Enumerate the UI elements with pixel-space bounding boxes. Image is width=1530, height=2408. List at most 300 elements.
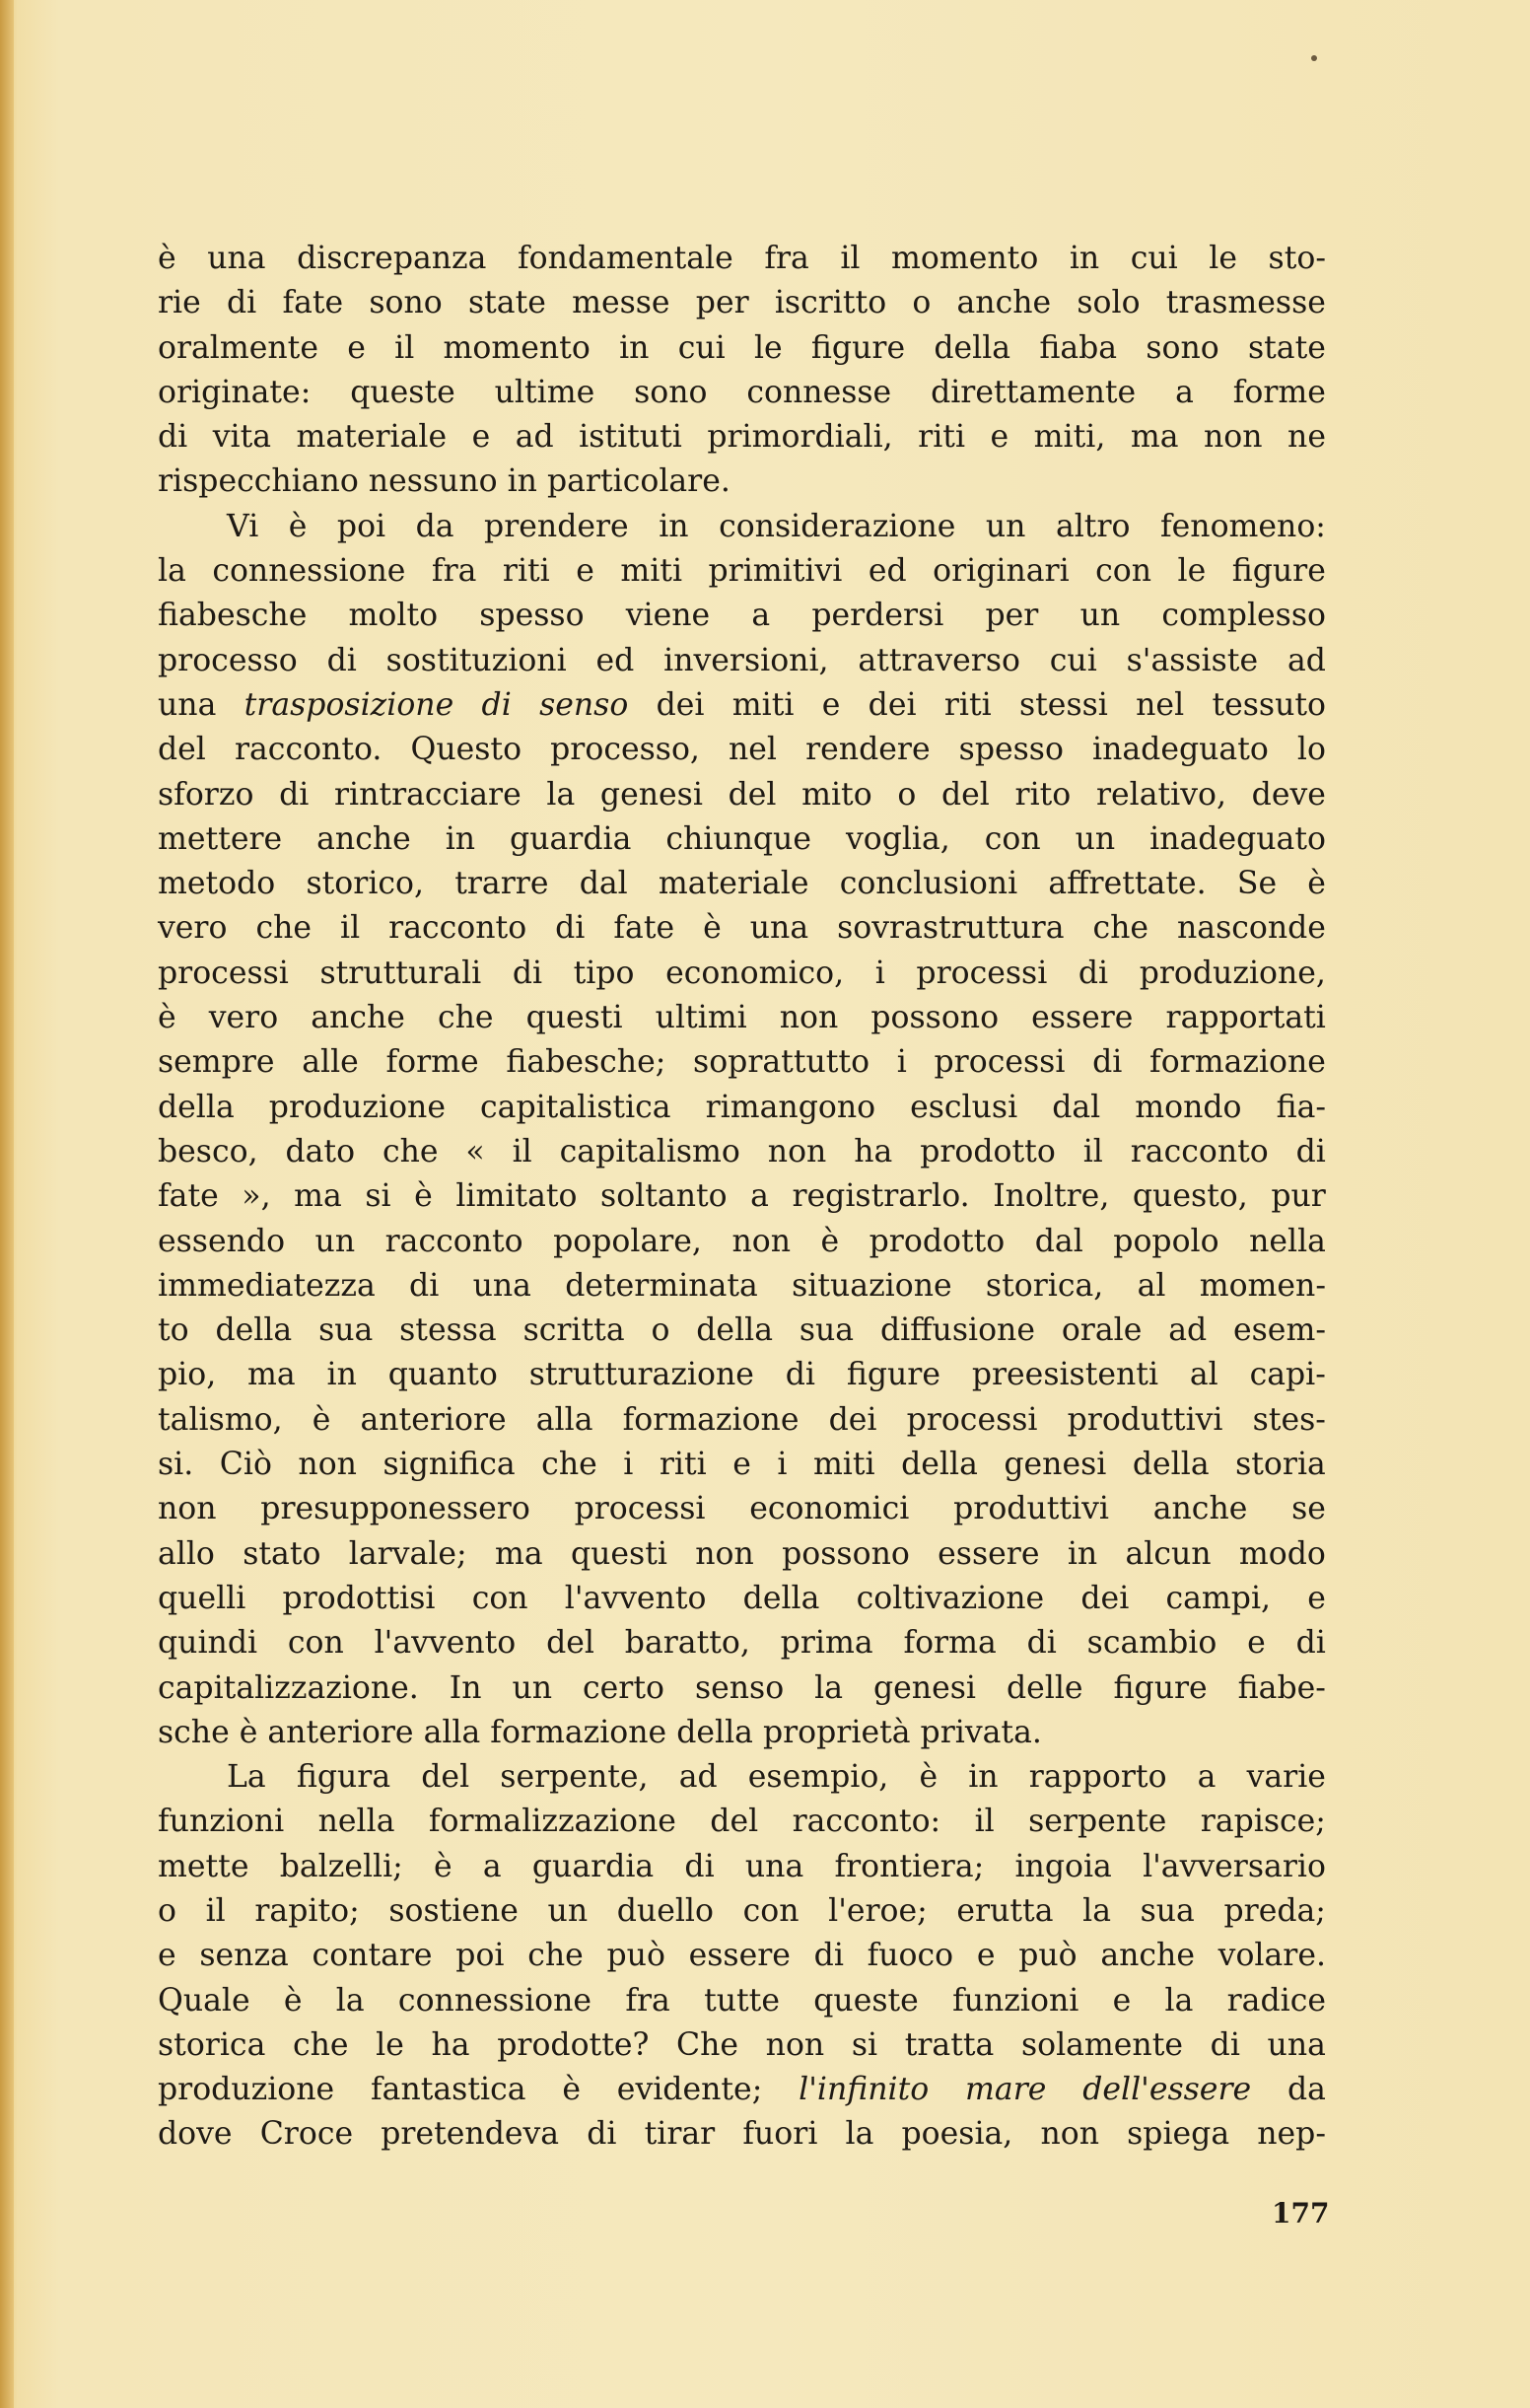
word: possono bbox=[870, 1000, 1000, 1036]
word: con bbox=[1095, 553, 1152, 590]
word: formalizzazione bbox=[428, 1804, 676, 1840]
text-line bbox=[158, 2112, 1326, 2157]
word: capi- bbox=[1249, 1357, 1326, 1393]
word: quanto bbox=[387, 1357, 498, 1393]
word: riti bbox=[502, 553, 550, 590]
word: fuori bbox=[742, 2116, 818, 2153]
text-line bbox=[158, 1220, 1326, 1264]
word: complesso bbox=[1161, 598, 1326, 634]
text-line bbox=[158, 281, 1326, 325]
word: produzione bbox=[268, 1089, 446, 1125]
word: limitato bbox=[455, 1178, 578, 1215]
text-line bbox=[158, 996, 1326, 1040]
text-line bbox=[158, 1443, 1326, 1487]
text-line bbox=[158, 460, 1326, 504]
word: sovrastruttura bbox=[837, 910, 1065, 947]
word: prodotto bbox=[869, 1223, 1006, 1259]
word: con bbox=[287, 1625, 344, 1662]
word: fiabesche; bbox=[506, 1044, 666, 1081]
word: guardia bbox=[510, 820, 632, 857]
word: Che bbox=[676, 2026, 739, 2063]
word: poi bbox=[455, 1938, 505, 1974]
word: Inoltre, bbox=[993, 1178, 1110, 1215]
word: ma bbox=[1130, 419, 1179, 456]
word: di bbox=[326, 642, 357, 678]
word: talismo, bbox=[158, 1401, 283, 1438]
word: sua bbox=[799, 1312, 855, 1349]
text-line bbox=[158, 1174, 1326, 1219]
word: e bbox=[1247, 1625, 1266, 1662]
word: è bbox=[414, 1178, 433, 1215]
word: e bbox=[347, 329, 366, 366]
word: a bbox=[1175, 374, 1194, 410]
word: situazione bbox=[792, 1267, 952, 1304]
word: racconto: bbox=[792, 1804, 941, 1840]
word: prima bbox=[780, 1625, 873, 1662]
text-line bbox=[158, 1666, 1326, 1711]
word: con bbox=[742, 1892, 800, 1929]
word: pretendeva bbox=[381, 2116, 560, 2153]
word: funzioni bbox=[158, 1804, 285, 1840]
word: miti bbox=[812, 1447, 875, 1483]
word: soprattutto bbox=[693, 1044, 870, 1081]
word: al bbox=[1189, 1357, 1218, 1393]
word: è bbox=[288, 508, 308, 544]
word: sua bbox=[318, 1312, 374, 1349]
word: certo bbox=[583, 1669, 664, 1706]
word: a bbox=[750, 1178, 769, 1215]
word: questi bbox=[570, 1535, 667, 1572]
word: che bbox=[527, 1938, 584, 1974]
word: queste bbox=[813, 1982, 919, 2018]
word: stessa bbox=[399, 1312, 497, 1349]
word: ad bbox=[1287, 642, 1326, 678]
word: o bbox=[158, 1892, 176, 1929]
word: coltivazione bbox=[856, 1580, 1045, 1616]
word: della bbox=[158, 1089, 235, 1125]
text-line bbox=[158, 1711, 1326, 1755]
word: sono bbox=[369, 285, 443, 321]
word: il bbox=[974, 1804, 995, 1840]
word: del bbox=[158, 732, 206, 768]
word: connessione bbox=[212, 553, 406, 590]
word: miti bbox=[620, 553, 683, 590]
body-text bbox=[158, 237, 1326, 2158]
word: di bbox=[1210, 2026, 1240, 2063]
word: fiabe- bbox=[1237, 1669, 1326, 1706]
word: una bbox=[207, 241, 266, 276]
word: cui bbox=[677, 329, 726, 366]
word: contare bbox=[312, 1938, 433, 1974]
word: di bbox=[512, 955, 543, 991]
word: ha bbox=[854, 1133, 893, 1169]
word: ma bbox=[294, 1178, 342, 1215]
word: tratta bbox=[904, 2026, 995, 2063]
word: miti, bbox=[1033, 419, 1106, 456]
word: è bbox=[158, 241, 176, 276]
word: e bbox=[471, 419, 491, 456]
word: momento bbox=[443, 329, 591, 366]
word: affrettate. bbox=[1048, 866, 1207, 902]
word: dei bbox=[868, 686, 917, 723]
word: una bbox=[749, 910, 809, 947]
word: presupponessero bbox=[260, 1491, 530, 1527]
word: fra bbox=[431, 553, 477, 590]
word: connesse bbox=[746, 374, 892, 410]
word: racconto bbox=[388, 910, 527, 947]
word: diffusione bbox=[879, 1312, 1035, 1349]
text-line bbox=[158, 1889, 1326, 1934]
word: non bbox=[1040, 2116, 1099, 2153]
word: fantastica bbox=[371, 2072, 526, 2108]
word: prodotte? bbox=[497, 2026, 650, 2063]
word: rapito; bbox=[254, 1892, 360, 1929]
word: orale bbox=[1061, 1312, 1143, 1349]
word: in bbox=[1069, 241, 1100, 276]
word: preesistenti bbox=[971, 1357, 1159, 1393]
word: del bbox=[546, 1625, 594, 1662]
word: anche bbox=[311, 1000, 405, 1036]
word: un bbox=[314, 1223, 356, 1259]
word: la bbox=[1164, 1982, 1194, 2018]
word: non bbox=[779, 1000, 839, 1036]
word: oralmente bbox=[158, 329, 318, 366]
word: relativo, bbox=[1095, 776, 1226, 813]
word: sua bbox=[1140, 1892, 1195, 1929]
word: materiale bbox=[296, 419, 448, 456]
word: è bbox=[919, 1759, 939, 1796]
word: di bbox=[481, 686, 512, 723]
word: », bbox=[242, 1178, 271, 1215]
word: rapporto bbox=[1028, 1759, 1167, 1796]
word: tutte bbox=[704, 1982, 780, 2018]
word: produttivi bbox=[953, 1491, 1109, 1527]
word: preda; bbox=[1223, 1892, 1326, 1929]
word: forme bbox=[1232, 374, 1326, 410]
word: le bbox=[376, 2026, 404, 2063]
word: i bbox=[623, 1447, 634, 1483]
word: non bbox=[765, 2026, 825, 2063]
word: altro bbox=[1055, 508, 1131, 544]
word: lo bbox=[1296, 732, 1326, 768]
word: l'infinito bbox=[799, 2072, 930, 2108]
word: i bbox=[874, 955, 885, 991]
word: trarre bbox=[454, 866, 549, 902]
word: solo bbox=[1077, 285, 1141, 321]
text-line bbox=[158, 1353, 1326, 1397]
word: un bbox=[547, 1892, 589, 1929]
word: campi, bbox=[1165, 1580, 1272, 1616]
word: formazione bbox=[622, 1401, 800, 1438]
word: il bbox=[205, 1892, 226, 1929]
word: del bbox=[940, 776, 990, 813]
text-line bbox=[158, 594, 1326, 638]
word: erutta bbox=[956, 1892, 1054, 1929]
word: o bbox=[897, 776, 917, 813]
word: messe bbox=[572, 285, 670, 321]
word: Vi bbox=[227, 508, 259, 544]
text-line bbox=[158, 862, 1326, 906]
word: non bbox=[731, 1223, 791, 1259]
word: non bbox=[695, 1535, 754, 1572]
word: nasconde bbox=[1177, 910, 1326, 947]
word: connessione bbox=[397, 1982, 592, 2018]
word: che bbox=[1092, 910, 1149, 947]
word: del bbox=[421, 1759, 470, 1796]
text-line bbox=[158, 1532, 1326, 1577]
word: cui bbox=[1130, 241, 1178, 276]
word: inadeguato bbox=[1149, 820, 1326, 857]
word: anche bbox=[956, 285, 1052, 321]
word: la bbox=[814, 1669, 844, 1706]
word: della bbox=[934, 329, 1011, 366]
word: stato bbox=[243, 1535, 321, 1572]
word: non bbox=[158, 1491, 217, 1527]
text-line bbox=[158, 1086, 1326, 1130]
word: dei bbox=[1080, 1580, 1130, 1616]
word: volare. bbox=[1217, 1938, 1326, 1974]
word: primitivi bbox=[708, 553, 843, 590]
word: significa bbox=[382, 1447, 516, 1483]
word: s'assiste bbox=[1126, 642, 1259, 678]
word: racconto bbox=[384, 1223, 523, 1259]
word: determinata bbox=[565, 1267, 758, 1304]
word: sostituzioni bbox=[385, 642, 567, 678]
word: direttamente bbox=[931, 374, 1137, 410]
word: funzioni bbox=[952, 1982, 1079, 2018]
word: riti bbox=[943, 686, 992, 723]
word: registrarlo. bbox=[792, 1178, 970, 1215]
word: ad bbox=[678, 1759, 718, 1796]
word: rimangono bbox=[705, 1089, 876, 1125]
word: anche bbox=[1152, 1491, 1248, 1527]
word: fate bbox=[613, 910, 675, 947]
word: mette bbox=[158, 1848, 249, 1884]
word: il bbox=[1082, 1133, 1103, 1169]
word: dato bbox=[285, 1133, 356, 1169]
text-line bbox=[158, 1130, 1326, 1174]
word: l'avversario bbox=[1143, 1848, 1326, 1884]
text-line bbox=[158, 549, 1326, 594]
word: di bbox=[1078, 955, 1109, 991]
word: ma bbox=[494, 1535, 543, 1572]
word: sono bbox=[634, 374, 708, 410]
word: tessuto bbox=[1212, 686, 1326, 723]
word: « bbox=[465, 1133, 485, 1169]
word: dal bbox=[1052, 1089, 1101, 1125]
word: anche bbox=[316, 820, 411, 857]
page-number: 177 bbox=[1272, 2197, 1330, 2230]
word: pur bbox=[1271, 1178, 1326, 1215]
word: di bbox=[1295, 1133, 1326, 1169]
word: e bbox=[158, 1938, 176, 1974]
word: si bbox=[851, 2026, 878, 2063]
word: rintracciare bbox=[333, 776, 522, 813]
text-line bbox=[158, 1755, 1326, 1800]
word: di bbox=[1026, 1625, 1057, 1662]
word: guardia bbox=[531, 1848, 655, 1884]
word: fra bbox=[764, 241, 809, 276]
word: con bbox=[984, 820, 1041, 857]
word: riti bbox=[918, 419, 966, 456]
word: storia bbox=[1235, 1447, 1326, 1483]
text-line bbox=[158, 1845, 1326, 1889]
word: capitalismo bbox=[559, 1133, 740, 1169]
word: sforzo bbox=[158, 776, 254, 813]
word: per bbox=[695, 285, 749, 321]
word: fuoco bbox=[867, 1938, 954, 1974]
word: di bbox=[785, 1357, 815, 1393]
word: sto- bbox=[1268, 241, 1326, 276]
word: e bbox=[976, 1938, 996, 1974]
word: del bbox=[710, 1804, 759, 1840]
word: prodotto bbox=[920, 1133, 1056, 1169]
word: storico, bbox=[306, 866, 425, 902]
word: figure bbox=[846, 1357, 940, 1393]
word: momento bbox=[891, 241, 1039, 276]
word: alcun bbox=[1125, 1535, 1212, 1572]
text-line bbox=[158, 952, 1326, 996]
word: e bbox=[821, 686, 841, 723]
word: forme bbox=[385, 1044, 479, 1081]
word: originari bbox=[933, 553, 1070, 590]
word: anche bbox=[1100, 1938, 1195, 1974]
word: ma bbox=[247, 1357, 296, 1393]
text-line bbox=[158, 1398, 1326, 1443]
word: poi bbox=[336, 508, 386, 544]
word: può bbox=[1018, 1938, 1078, 1974]
word: ha bbox=[431, 2026, 470, 2063]
word: riti bbox=[659, 1447, 707, 1483]
word: La bbox=[227, 1759, 266, 1796]
text-line bbox=[158, 639, 1326, 683]
word: senso bbox=[539, 686, 629, 723]
text-line bbox=[158, 326, 1326, 371]
word: soltanto bbox=[600, 1178, 728, 1215]
word: possono bbox=[782, 1535, 910, 1572]
word: in bbox=[968, 1759, 999, 1796]
word: essendo bbox=[158, 1223, 286, 1259]
word: storica, bbox=[985, 1267, 1104, 1304]
word: genesi bbox=[872, 1669, 976, 1706]
word: di bbox=[279, 776, 310, 813]
word: materiale bbox=[658, 866, 809, 902]
text-line bbox=[158, 2023, 1326, 2068]
word: che bbox=[541, 1447, 597, 1483]
word: è bbox=[158, 1000, 176, 1036]
word: processi bbox=[158, 955, 289, 991]
word: della bbox=[215, 1312, 293, 1349]
word: storica bbox=[158, 2026, 266, 2063]
word: è bbox=[1307, 866, 1326, 902]
word: di bbox=[158, 419, 188, 456]
print-speck bbox=[1311, 55, 1317, 61]
text-line bbox=[158, 1800, 1326, 1844]
word: solamente bbox=[1020, 2026, 1184, 2063]
word: produttivi bbox=[1067, 1401, 1223, 1438]
word: in bbox=[619, 329, 650, 366]
word: quelli bbox=[158, 1580, 246, 1616]
word: nel bbox=[729, 732, 778, 768]
word: delle bbox=[1006, 1669, 1083, 1706]
word: molto bbox=[348, 598, 439, 634]
text-run: sche è anteriore alla formazione della proprietà privata. bbox=[158, 1714, 1042, 1750]
word: in bbox=[326, 1357, 357, 1393]
word: la bbox=[335, 1982, 365, 2018]
word: fra bbox=[625, 1982, 670, 2018]
word: è bbox=[703, 910, 722, 947]
word: essere bbox=[938, 1535, 1040, 1572]
word: di bbox=[587, 2116, 617, 2153]
word: è bbox=[283, 1982, 303, 2018]
word: è bbox=[820, 1223, 840, 1259]
word: originate: bbox=[158, 374, 312, 410]
word: una bbox=[472, 1267, 531, 1304]
word: della bbox=[1132, 1447, 1210, 1483]
word: deve bbox=[1251, 776, 1326, 813]
word: per bbox=[985, 598, 1039, 634]
word: esem- bbox=[1233, 1312, 1326, 1349]
word: senza bbox=[199, 1938, 289, 1974]
text-line bbox=[158, 1934, 1326, 1978]
word: in bbox=[1067, 1535, 1098, 1572]
word: fate bbox=[158, 1178, 219, 1215]
word: state bbox=[1247, 329, 1326, 366]
word: forma bbox=[903, 1625, 997, 1662]
word: stes- bbox=[1252, 1401, 1326, 1438]
word: un bbox=[1075, 820, 1116, 857]
word: spiega bbox=[1127, 2116, 1230, 2153]
word: ne bbox=[1287, 419, 1326, 456]
word: rapportati bbox=[1165, 1000, 1326, 1036]
word: capitalizzazione. bbox=[158, 1669, 419, 1706]
word: considerazione bbox=[719, 508, 956, 544]
text-line bbox=[158, 415, 1326, 460]
word: istituti bbox=[579, 419, 682, 456]
word: scritta bbox=[522, 1312, 625, 1349]
word: che bbox=[255, 910, 313, 947]
word: questo, bbox=[1132, 1178, 1248, 1215]
word: vita bbox=[212, 419, 272, 456]
word: scambio bbox=[1086, 1625, 1217, 1662]
word: immediatezza bbox=[158, 1267, 376, 1304]
word: dove bbox=[158, 2116, 233, 2153]
word: la bbox=[546, 776, 576, 813]
word: di bbox=[226, 285, 257, 321]
word: è bbox=[434, 1848, 452, 1884]
word: metodo bbox=[158, 866, 276, 902]
word: fate bbox=[282, 285, 344, 321]
word: formazione bbox=[1149, 1044, 1326, 1081]
word: della bbox=[696, 1312, 774, 1349]
word: le bbox=[1209, 241, 1237, 276]
word: fenomeno: bbox=[1159, 508, 1326, 544]
word: di bbox=[1092, 1044, 1123, 1081]
word: ed bbox=[868, 553, 907, 590]
word: e bbox=[1307, 1580, 1326, 1616]
word: radice bbox=[1226, 1982, 1326, 2018]
word: tipo bbox=[573, 955, 635, 991]
word: di bbox=[684, 1848, 715, 1884]
word: al bbox=[1137, 1267, 1166, 1304]
word: evidente; bbox=[616, 2072, 763, 2108]
word: cui bbox=[1049, 642, 1097, 678]
word: può bbox=[606, 1938, 665, 1974]
word: processi bbox=[916, 955, 1048, 991]
word: un bbox=[1079, 598, 1121, 634]
word: si bbox=[365, 1178, 391, 1215]
word: nep- bbox=[1257, 2116, 1326, 2153]
